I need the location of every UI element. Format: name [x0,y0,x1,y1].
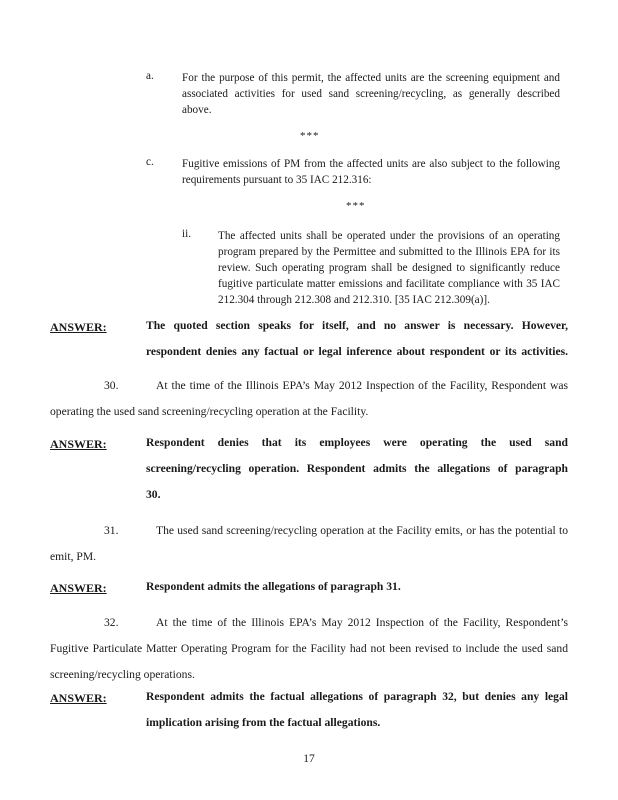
answer-text-line: Respondent denies that its employees were operating the used sand [146,436,568,449]
ellipsis-stars: *** [346,200,366,212]
answer-label: ANSWER: [50,437,107,451]
paragraph-text: At the time of the Illinois EPA’s May 2012 Inspection of the Facility, Respondent was operating the used sand screening/recycling operation at the Facility. [50,379,568,418]
answer-label: ANSWER: [50,320,107,334]
answer-text-line: screening/recycling operation. Respondent admits the allegations of paragraph [146,462,568,475]
page-number: 17 [303,752,315,765]
answer-text-line: Respondent admits the allegations of paragraph 31. [146,580,401,593]
paragraph-31 [50,518,568,570]
answer-text-line: respondent denies any factual or legal inference about respondent or its activities. [146,345,568,358]
paragraph-32 [50,610,568,688]
quote-item-text-ii: The affected units shall be operated under the provisions of an operating program prepared by the Permittee and submitted to the Illinois EPA for its review. Such operating program shall be designed to significantly reduce fugitive particulate matter emissions and facilitate compliance with 35 IAC 212.304 through 212.308 and 212.310. [35 IAC 212.309(a)]. [218,230,560,306]
answer-text-line: Respondent admits the factual allegations of paragraph 32, but denies any legal [146,690,568,703]
quote-item-label-a: a. [146,70,154,82]
paragraph-text: The used sand screening/recycling operation at the Facility emits, or has the potential to emit, PM. [50,524,568,563]
answer-label: ANSWER: [50,581,107,595]
quote-item-text-a: For the purpose of this permit, the affected units are the screening equipment and associated activities for used sand screening/recycling, as generally described above. [182,72,560,116]
answer-text-line: implication arising from the factual allegations. [146,716,381,729]
answer-label: ANSWER: [50,691,107,705]
quote-item-text-c: Fugitive emissions of PM from the affected units are also subject to the following requirements pursuant to 35 IAC 212.316: [182,158,560,186]
paragraph-text: At the time of the Illinois EPA’s May 2012 Inspection of the Facility, Respondent’s Fugitive Particulate Matter Operating Program for the Facility had not been revised to include the used sand screening/recycling operations. [50,616,568,681]
paragraph-number: 30. [104,379,119,392]
quote-item-label-c: c. [146,156,154,168]
answer-text-line: 30. [146,488,161,501]
quote-item-label-ii: ii. [182,228,192,240]
paragraph-number: 32. [104,616,119,629]
answer-text-line: The quoted section speaks for itself, and no answer is necessary. However, [146,319,568,332]
paragraph-30 [50,373,568,425]
paragraph-number: 31. [104,524,119,537]
ellipsis-stars: *** [300,130,320,142]
